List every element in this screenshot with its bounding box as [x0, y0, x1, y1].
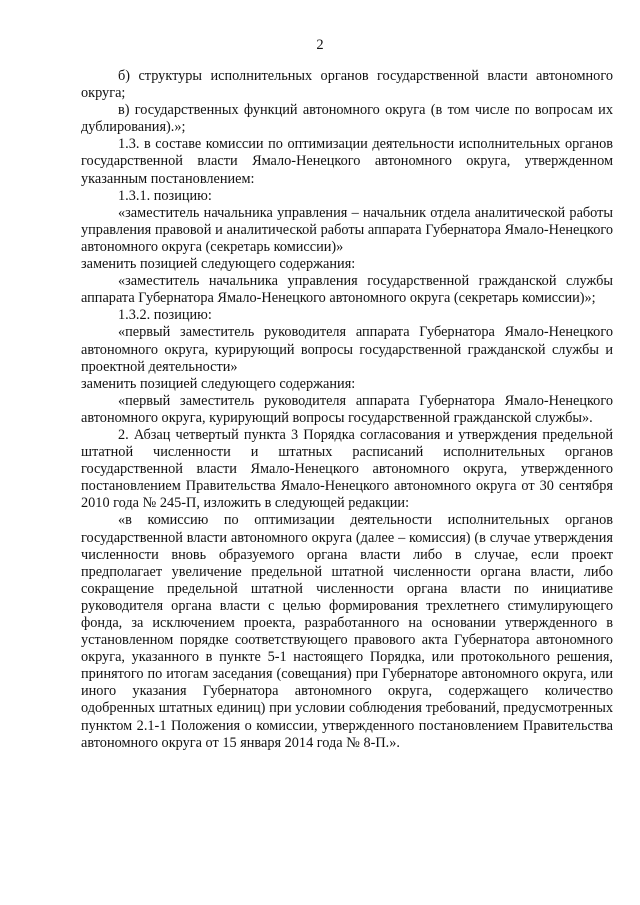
- page-number: 2: [316, 37, 324, 53]
- document-body: [81, 68, 613, 752]
- quote-new-position-2: «первый заместитель руководителя аппарата Губернатора Ямало-Ненецкого автономного округа, курирующий вопросы государственной гражданской службы».: [81, 392, 613, 426]
- paragraph-2: 2. Абзац четвертый пункта 3 Порядка согласования и утверждения предельной штатной численности и штатных расписаний исполнительных органов государственной власти Ямало-Ненецкого автономного округа, утвержденного постановлением Правительства Ямало-Ненецкого автономного округа от 30 сентября 2010 года № 245-П, изложить в следующей редакции:: [81, 426, 613, 512]
- paragraph-1-3: 1.3. в составе комиссии по оптимизации деятельности исполнительных органов государственной власти Ямало-Ненецкого автономного округа, утвержденном указанным постановлением:: [81, 136, 613, 187]
- paragraph-item-v: в) государственных функций автономного округа (в том числе по вопросам их дублирования).»;: [81, 102, 613, 136]
- quote-old-position-1: «заместитель начальника управления – начальник отдела аналитической работы управления правовой и аналитической работы аппарата Губернатора Ямало-Ненецкого автономного округа (секретарь комиссии)»: [81, 204, 613, 255]
- quote-new-wording: «в комиссию по оптимизации деятельности исполнительных органов государственной власти автономного округа (далее – комиссия) (в случае утверждения численности вновь образуемого органа власти либо в случае, если проект предполагает увеличение предельной штатной численности органа власти, либо сокращение предельной штатной численности органа власти по инициативе руководителя органа власти с целью формирования трехлетнего стимулирующего фонда, за исключением проекта, разработанного на основании утвержденного в установленном порядке соответствующего правового акта Губернатора автономного округа, указанного в пункте 5-1 настоящего Порядка, или протокольного решения, принятого по итогам заседания (совещания) при Губернаторе автономного округа, или иного указания Губернатора автономного округа, содержащего количество одобренных штатных единиц) при условии соблюдения требований, предусмотренных пунктом 2.1-1 Положения о комиссии, утвержденного постановлением Правительства автономного округа от 15 января 2014 года № 8-П.».: [81, 512, 613, 751]
- quote-old-position-2: «первый заместитель руководителя аппарата Губернатора Ямало-Ненецкого автономного округа, курирующий вопросы государственной гражданской службы и проектной деятельности»: [81, 324, 613, 375]
- paragraph-1-3-1-heading: 1.3.1. позицию:: [118, 187, 212, 204]
- paragraph-1-3-2-heading: 1.3.2. позицию:: [118, 307, 212, 324]
- replace-instruction-2: заменить позицией следующего содержания:: [81, 375, 356, 392]
- replace-instruction-1: заменить позицией следующего содержания:: [81, 256, 356, 273]
- paragraph-item-b: б) структуры исполнительных органов государственной власти автономного округа;: [81, 68, 613, 102]
- quote-new-position-1: «заместитель начальника управления государственной гражданской службы аппарата Губернатора Ямало-Ненецкого автономного округа (секретарь комиссии)»;: [81, 273, 613, 307]
